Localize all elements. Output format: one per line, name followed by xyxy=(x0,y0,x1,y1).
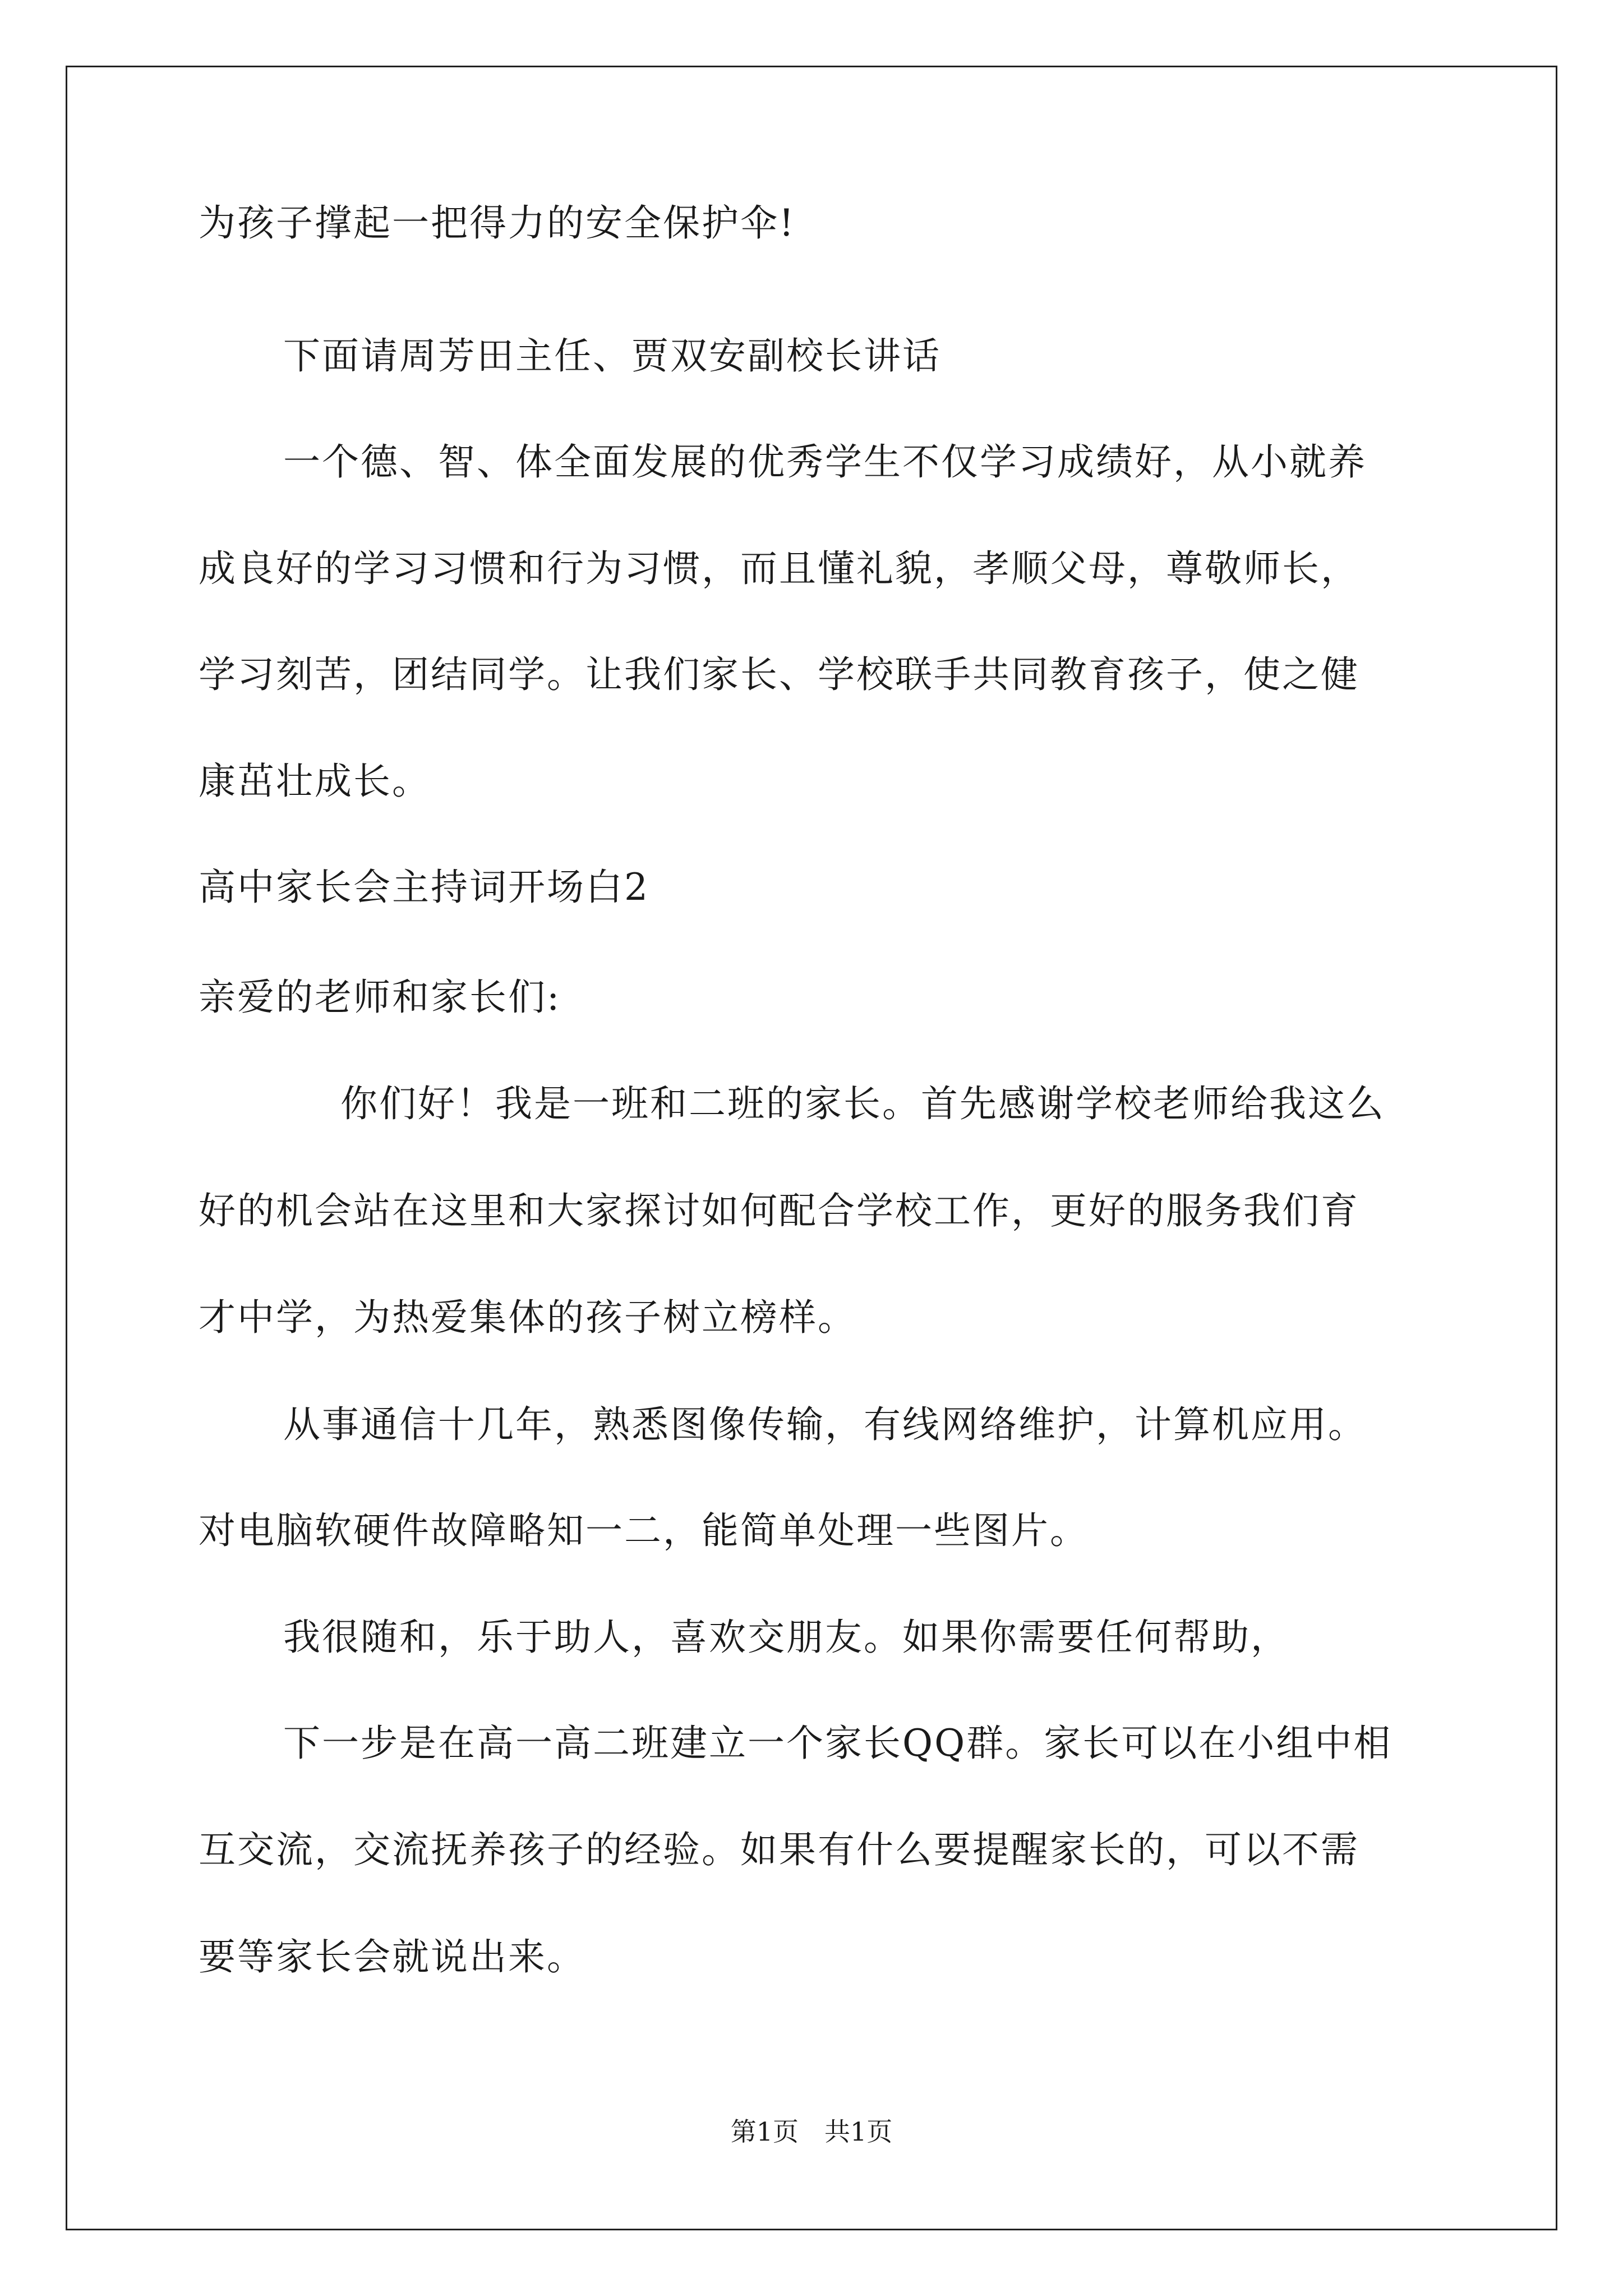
text-line: 下面请周芳田主任、贾双安副校长讲话 xyxy=(283,334,941,378)
text-line: 好的机会站在这里和大家探讨如何配合学校工作，更好的服务我们育 xyxy=(199,1189,1359,1232)
text-line: 亲爱的老师和家长们: xyxy=(199,976,561,1019)
section-title: 高中家长会主持词开场白2 xyxy=(199,866,649,909)
text-line: 康茁壮成长。 xyxy=(199,760,431,803)
text-line: 一个德、智、体全面发展的优秀学生不仅学习成绩好，从小就养 xyxy=(283,440,1367,484)
text-line: 互交流，交流抚养孩子的经验。如果有什么要提醒家长的，可以不需 xyxy=(199,1828,1359,1871)
text-line: 我很随和，乐于助人，喜欢交朋友。如果你需要任何帮助， xyxy=(283,1616,1289,1659)
page-border xyxy=(66,66,1557,2230)
text-line: 下一步是在高一高二班建立一个家长QQ群。家长可以在小组中相 xyxy=(283,1722,1393,1765)
text-line: 从事通信十几年，熟悉图像传输，有线网络维护，计算机应用。 xyxy=(283,1403,1367,1446)
text-line: 要等家长会就说出来。 xyxy=(199,1935,585,1978)
page-footer: 第1页 共1页 xyxy=(730,2116,893,2147)
text-line: 才中学，为热爱集体的孩子树立榜样。 xyxy=(199,1296,856,1339)
text-line: 学习刻苦，团结同学。让我们家长、学校联手共同教育孩子，使之健 xyxy=(199,653,1359,696)
text-line: 你们好！我是一班和二班的家长。首先感谢学校老师给我这么 xyxy=(340,1082,1385,1125)
text-line: 为孩子撑起一把得力的安全保护伞! xyxy=(199,201,796,245)
text-line: 对电脑软硬件故障略知一二，能简单处理一些图片。 xyxy=(199,1509,1089,1552)
text-line: 成良好的学习习惯和行为习惯，而且懂礼貌，孝顺父母，尊敬师长， xyxy=(199,547,1359,590)
